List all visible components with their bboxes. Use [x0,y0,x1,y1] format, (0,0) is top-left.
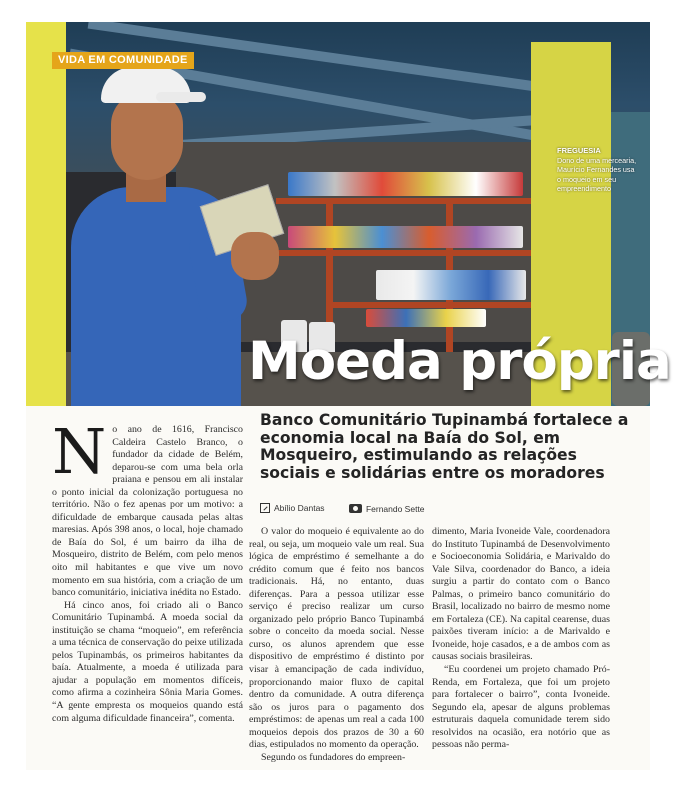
shelf-goods [366,309,486,327]
shelf [326,302,531,308]
headline: Moeda própria [248,331,671,392]
article-column-1 [52,415,243,725]
author-credit [260,502,325,514]
article-column-2 [249,526,424,764]
photo-caption [557,146,637,194]
section-tag: VIDA EM COMUNIDADE [52,52,194,69]
photo-credit [349,503,425,515]
credits [260,502,560,516]
photographer-name: Fernando Sette [365,503,425,514]
paragraph: Há cinco anos, foi criado ali o Banco Comunitário Tupinambá. A moeda social da instituição se chama “moqueio”, em referência a uma técnica de conservação do peixe utilizada pelos Tupinambás, os primeiros habitantes da baía. Atualmente, a moeda é utilizada para ajudar a população em momentos difíceis, como afirma a cozinheira Sônia Maria Gomes. “A gente empresta os moqueios quando está com alguma dificuldade financeira”, comenta. [52,599,243,724]
cap-brim [156,92,206,102]
shelf-goods [288,172,523,196]
paragraph: “Eu coordenei um projeto chamado Pró-Renda, em Fortaleza, que foi um projeto para fortalecer o bairro”, conta Ivoneide. Segundo ela, apesar de alguns problemas estruturais daquela comunidade terem sido resolvidos na ocasião, era notório que as pessoas não perma- [432,664,610,751]
paragraph: Segundo os fundadores do empreen- [261,751,406,763]
caption-title: FREGUESIA [557,146,601,155]
shelf-goods [288,226,523,248]
dropcap: N [52,415,107,488]
paragraph: O valor do moqueio é equivalente ao do real, ou seja, um moqueio vale um real. Sua lógica de empréstimo é semelhante a do crédito comum que é feito nos bancos tradicionais. Há, no entanto, duas diferenças. Para a pessoa utilizar esse serviço é preciso realizar um curso organizado pelo próprio Banco Tupinambá sobre o conceito da moeda social. Nesse curso, os alunos aprendem que esse dispositivo de empréstimo é distinto por visar à emancipação de cada indivíduo, proporcionando maior fluxo de capital dentro da comunidade. A outra diferença são os juros para o pagamento dos empréstimos: de apenas um real a cada 100 moqueios depois dos prazos de 30 a 60 dias, estipulados no momento da operação. [249,526,424,751]
article-column-3 [432,526,610,752]
man-head [111,92,183,180]
author-name: Abílio Dantas [274,503,325,513]
shelf [276,198,531,204]
camera-icon [349,504,362,513]
shelf-goods [376,270,526,300]
paragraph: dimento, Maria Ivoneide Vale, coordenadora do Instituto Tupinambá de Desenvolvimento e Socioeconomia Solidária, e Marivaldo do Vale Silva, coordenador do Banco, a ideia surgiu a partir do contato com o Banco Palmas, o primeiro banco comunitário do Brasil, localizado no bairro de mesmo nome em Fortaleza (CE). Na capital cearense, duas paixões tiveram início: a de Marivaldo e Ivoneide, hoje casados, e a de ambos com as causas sociais brasileiras. [432,526,610,663]
caption-text: Dono de uma mercearia, Maurício Fernandes usa o moqueio em seu empreendimento [557,155,637,193]
man-hand [231,232,279,280]
subheadline: Banco Comunitário Tupinambá fortalece a economia local na Baía do Sol, em Mosqueiro, estimulando as relações sociais e solidárias entre os moradores [260,411,629,482]
yellow-wall-left [26,22,66,406]
paragraph: o ano de 1616, Francisco Caldeira Castelo Branco, o fundador da cidade de Belém, deparou-se com uma bela orla praiana e pensou em ali instalar o ponto inicial da colonização portuguesa no território. Não o fez apenas por um motivo: a dificuldade de embarque causada pelas altas maresias. Após 398 anos, o local, hoje chamado de Baía do Sol, é um bairro da ilha de Mosqueiro, distrito de Belém, com pelo menos oito mil habitantes e que vive um novo momento em sua história, com a criação de um banco comunitário, iniciativa inédita no Estado. [52,424,243,599]
shelf [276,250,531,256]
pen-icon [260,503,270,513]
